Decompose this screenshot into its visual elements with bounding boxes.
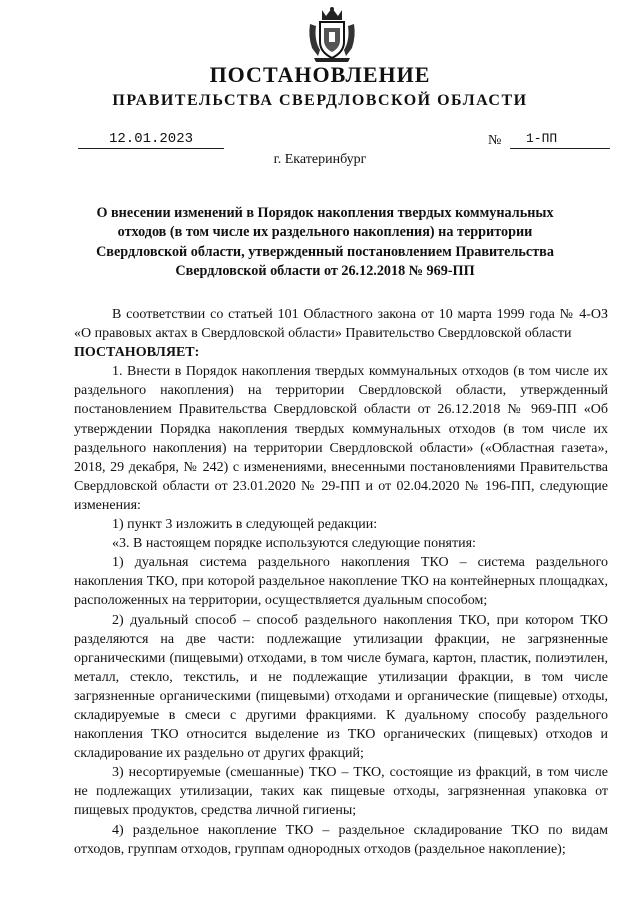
item-1: 1. Внести в Порядок накопления твердых коммунальных отходов (в том числе их раздельного накопления) на территории Свердловской области, утвержденный постановлением Правительства Свердловской области от 26.12.2018 № 969-ПП «Об утверждении Порядка накопления твердых коммунальных отходов (в том числе их раздельного накопления) на территории Свердловской области» («Областная газета», 2018, 29 декабря, № 242) с изменениями, внесенными постановлениями Правительства Свердловской области от 23.01.2020 № 29-ПП и от 02.04.2020 № 196-ПП, следующие изменения: (74, 364, 608, 513)
definition-3: 3) несортируемые (смешанные) ТКО – ТКО, состоящие из фракций, в том числе не подлежащих утилизации, таких как пищевые отходы, загрязненная упаковка от пищевых продуктов, средства личной гигиены; (74, 765, 608, 819)
point-3: «3. В настоящем порядке используются следующие понятия: (112, 536, 476, 552)
document-title: ПОСТАНОВЛЕНИЕ (209, 62, 431, 87)
definition-2: 2) дуальный способ – способ раздельного накопления ТКО, при котором ТКО разделяются на две части: подлежащие утилизации фракции, не загрязненные органическими (пищевыми) отходами, в том числе бумага, картон, пластик, полиэтилен, металл, стекло, текстиль, и не подлежащие утилизации фракции, в том числе загрязненные органическими (пищевыми) отходами и органические (пищевые) отходы, складируемые в смеси с другими фракциями. К дуальному способу раздельного накопления ТКО относится выделение из ТКО органических (пищевых) отходов и складирование их раздельно от других фракций; (74, 612, 608, 762)
subitem-1: 1) пункт 3 изложить в следующей редакции: (112, 517, 378, 533)
document-heading: О внесении изменений в Порядок накопления твердых коммунальных отходов (в том числе их раздельного накопления) на территории Свердловской области, утвержденный постановлением Правительства Свердловской области от 26.12.2018 № 969-ПП (96, 205, 554, 280)
definition-1: 1) дуальная система раздельного накопления ТКО – система раздельного накопления ТКО, при которой раздельное накопление ТКО на контейнерных площадках, расположенных на территории, осуществляется дуальным способом; (74, 555, 608, 609)
coat-of-arms-emblem (306, 6, 358, 64)
intro-paragraph: В соответствии со статьей 101 Областного закона от 10 марта 1999 года № 4-ОЗ «О правовых актах в Свердловской области» Правительство Свердловской области (74, 307, 608, 342)
document-date: 12.01.2023 (78, 130, 224, 149)
document-number: 1-ПП (510, 130, 610, 149)
number-label: № (488, 133, 502, 148)
issuing-authority: ПРАВИТЕЛЬСТВА СВЕРДЛОВСКОЙ ОБЛАСТИ (112, 92, 528, 109)
document-body (74, 305, 608, 859)
city: г. Екатеринбург (273, 152, 367, 167)
resolve-heading: ПОСТАНОВЛЯЕТ: (74, 345, 200, 361)
definition-4: 4) раздельное накопление ТКО – раздельное складирование ТКО по видам отходов, группам отходов, группам однородных отходов (раздельное накопление); (74, 822, 608, 857)
